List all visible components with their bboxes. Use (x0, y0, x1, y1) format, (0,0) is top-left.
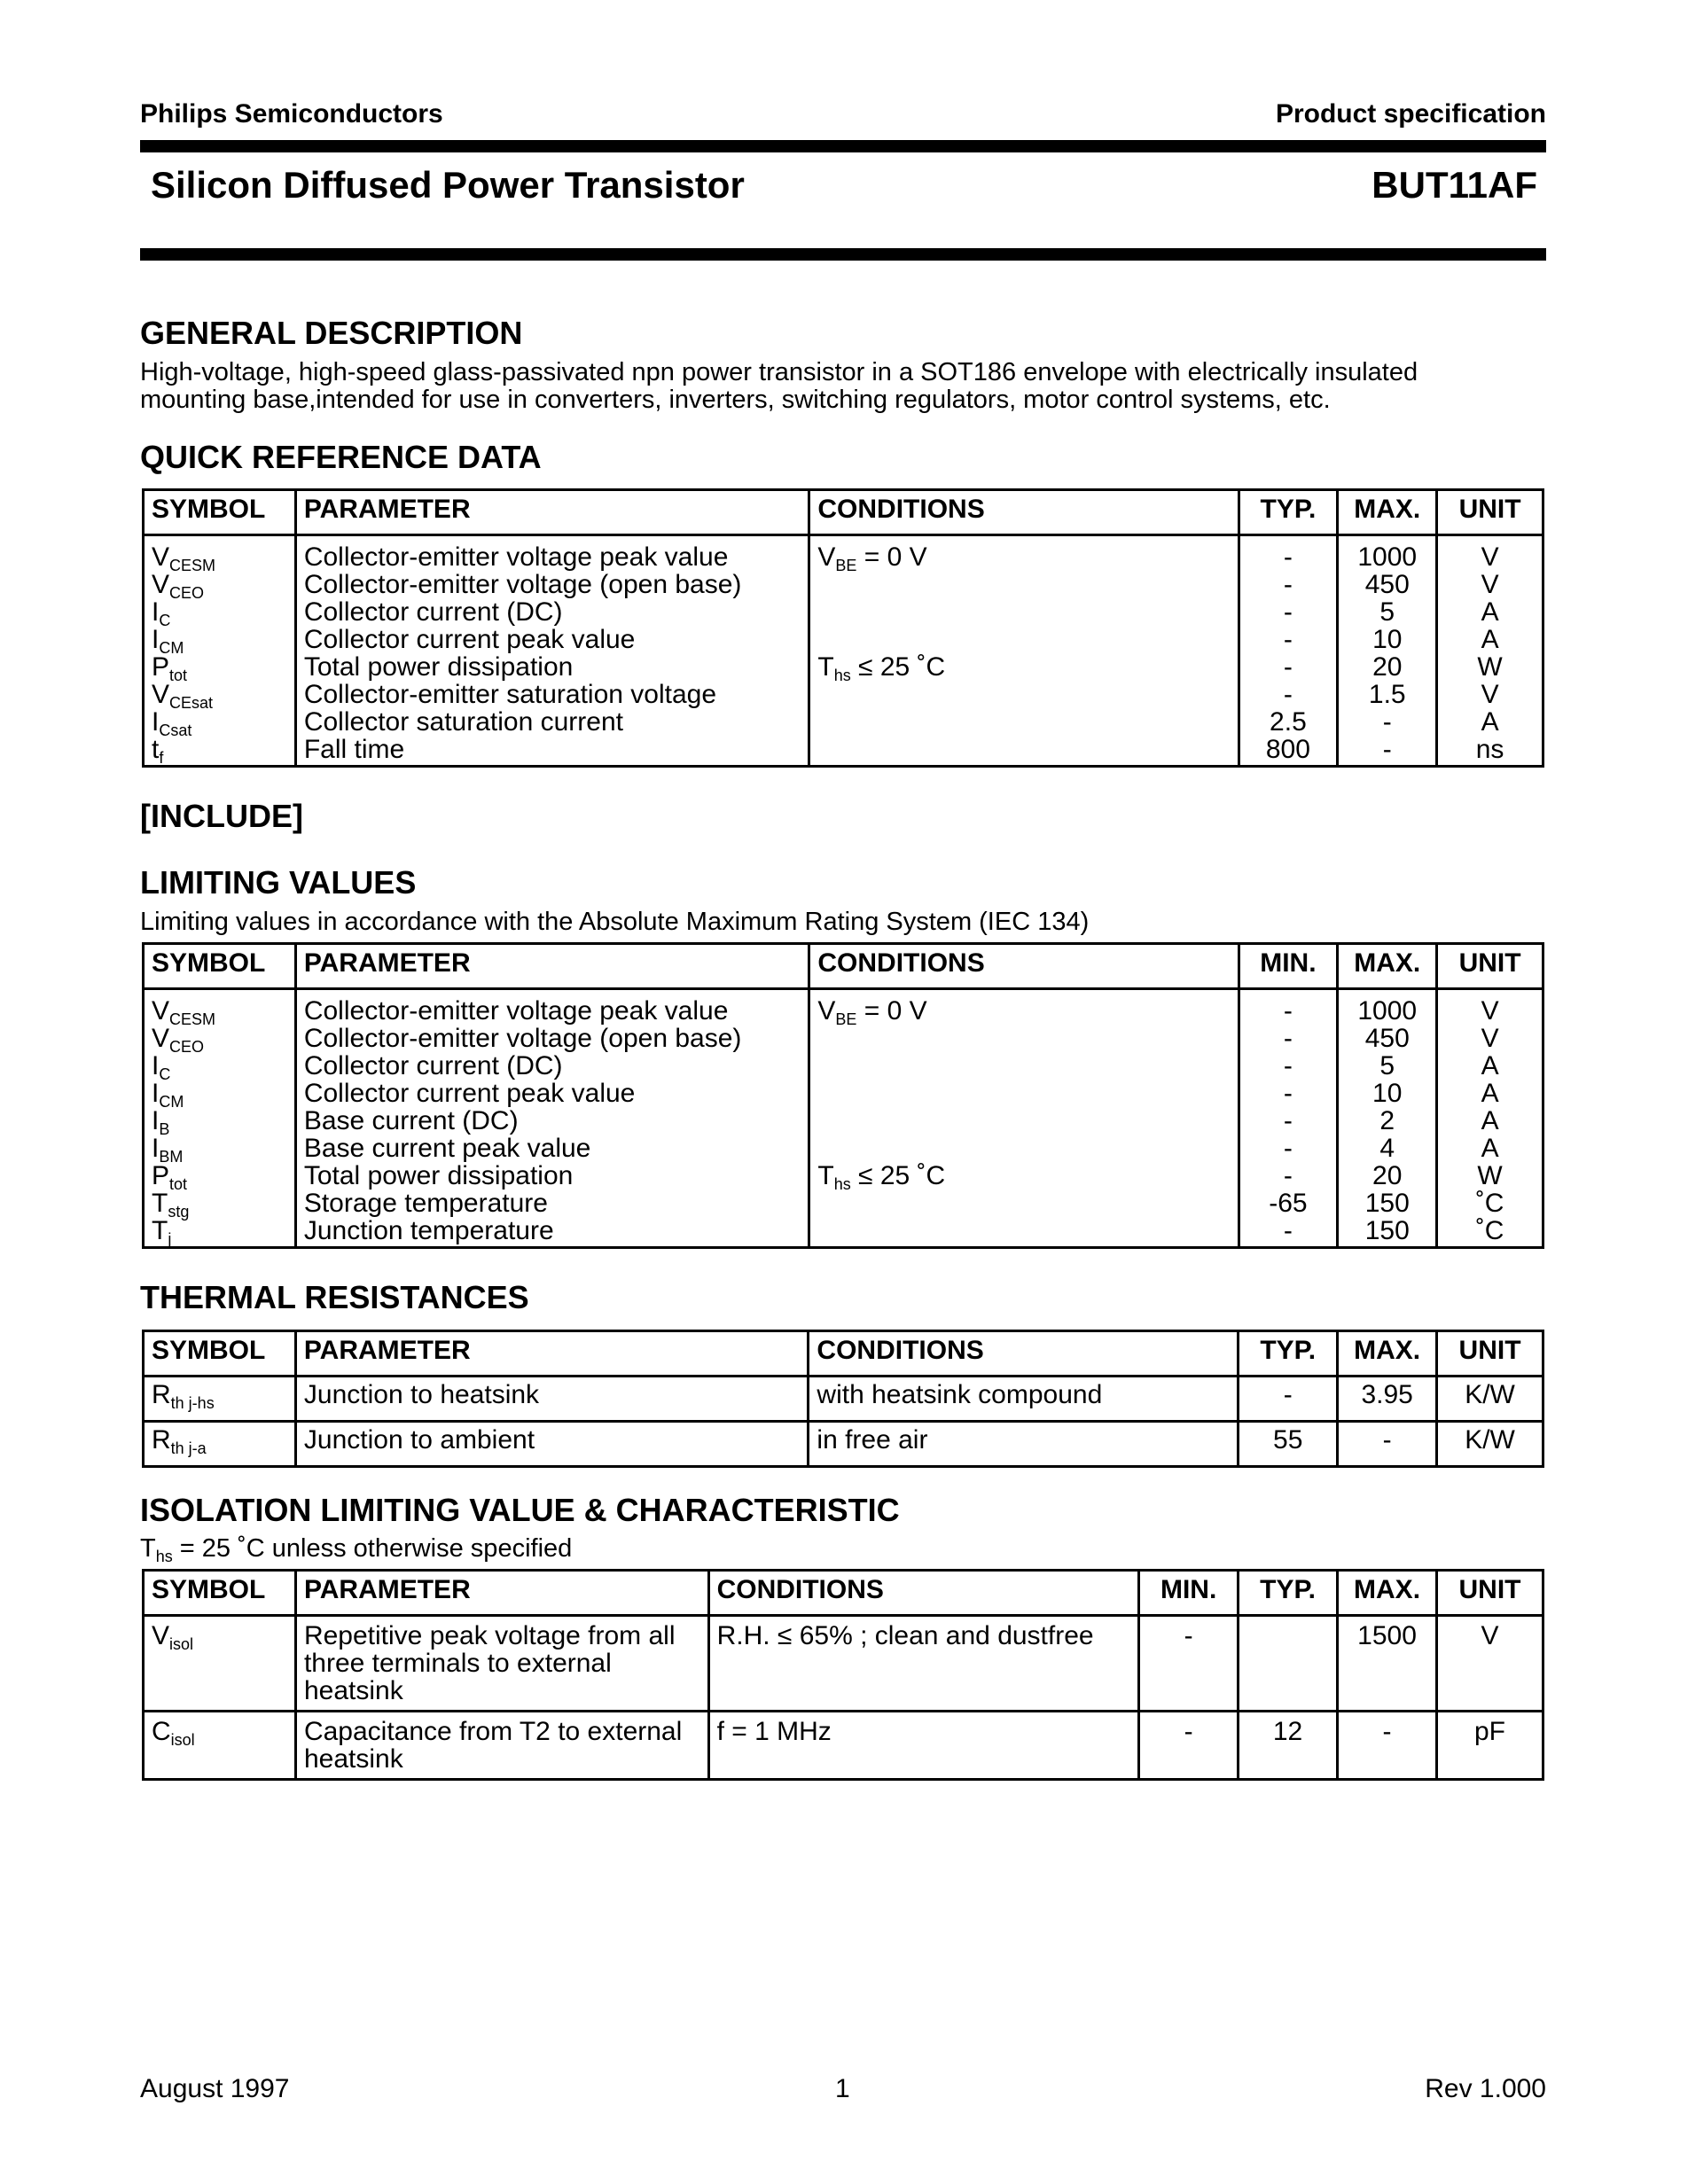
parameter-cell: Junction to ambient (295, 1422, 809, 1467)
min-cell: - (1139, 1616, 1239, 1712)
symbol-subscript: tot (169, 667, 188, 684)
condition-line (817, 652, 1230, 684)
symbol-subscript: CESM (169, 1010, 216, 1028)
parameter-line: Collector-emitter saturation voltage (303, 680, 717, 709)
symbol-base: I (152, 1051, 160, 1080)
col-conditions: CONDITIONS (708, 1571, 1139, 1616)
col-unit: UNIT (1437, 944, 1543, 989)
table-header-row (144, 1331, 1543, 1377)
value-line: -65 (1269, 1189, 1308, 1218)
value-line: 2.5 (1270, 707, 1307, 737)
col-parameter: PARAMETER (295, 1571, 708, 1616)
symbol-base: V (152, 1024, 170, 1053)
max-line: 5 (1379, 597, 1395, 627)
conditions-cell: f = 1 MHz (708, 1712, 1139, 1780)
typ-cell: - (1239, 1377, 1338, 1422)
isolation-subtitle-subscript: hs (155, 1548, 173, 1565)
parameter-line: Total power dissipation (303, 652, 574, 682)
conditions-cell (809, 989, 1239, 1248)
part-number: BUT11AF (1372, 164, 1537, 206)
col-max: MAX. (1338, 944, 1437, 989)
parameter-line: Collector current (DC) (303, 1051, 563, 1080)
col-conditions: CONDITIONS (809, 944, 1239, 989)
unit-line: W (1477, 652, 1503, 682)
symbol-line (152, 735, 287, 767)
symbol-base: R (152, 1380, 171, 1409)
limiting-values-subtitle: Limiting values in accordance with the Absolute Maximum Rating System (IEC 134) (140, 908, 1090, 936)
symbol-base: I (152, 707, 160, 737)
col-max: MAX. (1338, 490, 1437, 535)
unit-line: A (1481, 1134, 1499, 1163)
unit-cell: pF (1437, 1712, 1543, 1780)
symbol-base: R (152, 1425, 171, 1455)
condition-line (817, 1161, 1230, 1193)
symbol-line (152, 1079, 287, 1111)
header-rule-bottom (140, 248, 1546, 261)
unit-line: A (1481, 625, 1499, 654)
condition-line (817, 996, 1230, 1028)
value-line: - (1283, 1106, 1293, 1135)
symbol-line (152, 652, 287, 684)
symbol-base: t (152, 735, 160, 764)
col-parameter: PARAMETER (295, 490, 809, 535)
symbol-line (152, 542, 287, 574)
max-line: 4 (1379, 1134, 1395, 1163)
symbol-line (152, 1106, 287, 1138)
symbol-subscript: Csat (159, 722, 192, 739)
symbol-line (152, 570, 287, 602)
parameter-line: Storage temperature (303, 1189, 548, 1218)
symbol-line (152, 1051, 287, 1083)
table-row (144, 1377, 1543, 1422)
symbol-subscript: CEO (169, 1038, 205, 1056)
col-typ: TYP. (1239, 490, 1338, 535)
max-cell (1338, 989, 1437, 1248)
value-line: - (1283, 1161, 1293, 1190)
document-type: Product specification (1275, 99, 1546, 129)
value-line: - (1283, 1079, 1293, 1108)
table-row (144, 1712, 1543, 1780)
condition-line (817, 736, 1230, 763)
max-line: 10 (1372, 625, 1403, 654)
parameter-line: Collector current (DC) (303, 597, 563, 627)
condition-value: ≤ 25 ˚C (850, 652, 946, 682)
symbol-subscript: BM (159, 1148, 184, 1166)
table-row (144, 1616, 1543, 1712)
table-row (144, 989, 1543, 1248)
condition-line (817, 1080, 1230, 1107)
max-line: 1000 (1357, 996, 1418, 1026)
max-cell: 1500 (1338, 1616, 1437, 1712)
parameter-cell: Capacitance from T2 to external heatsink (295, 1712, 708, 1780)
condition-subscript: hs (833, 1175, 851, 1193)
symbol-base: P (152, 652, 170, 682)
unit-line: A (1481, 707, 1499, 737)
symbol-base: V (152, 542, 170, 572)
max-cell: - (1338, 1422, 1437, 1467)
typ-cell: 12 (1239, 1712, 1338, 1780)
value-line: - (1283, 570, 1293, 599)
col-unit: UNIT (1437, 1571, 1543, 1616)
table-row (144, 1422, 1543, 1467)
parameter-line: Total power dissipation (303, 1161, 574, 1190)
max-line: 2 (1379, 1106, 1395, 1135)
unit-cell (1437, 989, 1543, 1248)
col-conditions: CONDITIONS (809, 490, 1239, 535)
value-line: - (1283, 1134, 1293, 1163)
quick-reference-table (142, 488, 1544, 768)
condition-line (817, 1135, 1230, 1162)
condition-line (817, 1052, 1230, 1080)
parameter-cell: Junction to heatsink (295, 1377, 809, 1422)
symbol-base: I (152, 1079, 160, 1108)
parameter-line: Collector-emitter voltage (open base) (303, 1024, 742, 1053)
unit-cell: K/W (1437, 1422, 1543, 1467)
typ-cell (1239, 1616, 1338, 1712)
symbol-base: I (152, 597, 160, 627)
value-line: 800 (1265, 735, 1310, 764)
symbol-base: T (152, 1189, 168, 1218)
parameter-line: Collector-emitter voltage peak value (303, 996, 729, 1026)
max-line: 20 (1372, 1161, 1403, 1190)
unit-line: A (1481, 1079, 1499, 1108)
limiting-values-heading: LIMITING VALUES (140, 864, 417, 901)
col-conditions: CONDITIONS (809, 1331, 1239, 1377)
col-typ: TYP. (1239, 1331, 1338, 1377)
max-cell: - (1338, 1712, 1437, 1780)
col-symbol: SYMBOL (144, 1331, 296, 1377)
unit-line: A (1481, 1106, 1499, 1135)
value-line: - (1283, 597, 1293, 627)
condition-line (817, 1025, 1230, 1052)
symbol-base: I (152, 1106, 160, 1135)
company-name: Philips Semiconductors (140, 99, 443, 129)
symbol-subscript: CM (159, 639, 184, 657)
conditions-cell: in free air (809, 1422, 1239, 1467)
max-line: 5 (1379, 1051, 1395, 1080)
max-line: 150 (1364, 1216, 1410, 1245)
condition-value: ≤ 25 ˚C (850, 1161, 946, 1190)
unit-cell: K/W (1437, 1377, 1543, 1422)
symbol-subscript: CEO (169, 584, 205, 602)
max-line: - (1382, 735, 1392, 764)
col-symbol: SYMBOL (144, 490, 296, 535)
col-parameter: PARAMETER (295, 1331, 809, 1377)
condition-symbol: V (817, 542, 836, 572)
symbol-subscript: j (168, 1230, 172, 1248)
symbol-line (152, 625, 287, 657)
isolation-subtitle-symbol: T (140, 1534, 156, 1563)
value-line: - (1283, 996, 1293, 1026)
col-typ: TYP. (1239, 1571, 1338, 1616)
symbol-subscript: CEsat (169, 694, 214, 712)
isolation-subtitle (140, 1535, 1559, 1563)
symbol-cell (144, 1616, 296, 1712)
symbol-cell (144, 535, 296, 767)
symbol-subscript: f (159, 749, 164, 767)
value-line: - (1283, 625, 1293, 654)
condition-line (817, 626, 1230, 653)
conditions-cell: with heatsink compound (809, 1377, 1239, 1422)
symbol-line (152, 707, 287, 739)
footer-revision: Rev 1.000 (1425, 2074, 1546, 2103)
footer-page-number: 1 (835, 2074, 850, 2103)
col-symbol: SYMBOL (144, 944, 296, 989)
symbol-subscript: C (159, 1065, 171, 1083)
symbol-subscript: CESM (169, 557, 216, 574)
parameter-cell: Repetitive peak voltage from all three terminals to external heatsink (295, 1616, 708, 1712)
parameter-line: Base current peak value (303, 1134, 591, 1163)
document-title: Silicon Diffused Power Transistor (151, 164, 745, 206)
symbol-line (152, 1024, 287, 1056)
footer-date: August 1997 (140, 2074, 290, 2103)
thermal-resistances-heading: THERMAL RESISTANCES (140, 1279, 529, 1315)
col-parameter: PARAMETER (295, 944, 809, 989)
max-line: - (1382, 707, 1392, 737)
general-description-heading: GENERAL DESCRIPTION (140, 315, 523, 351)
symbol-line (152, 1161, 287, 1193)
symbol-line (152, 597, 287, 629)
symbol-base: V (152, 1621, 170, 1650)
symbol-base: P (152, 1161, 170, 1190)
col-unit: UNIT (1437, 1331, 1543, 1377)
symbol-base: I (152, 1134, 160, 1163)
symbol-base: C (152, 1717, 171, 1746)
max-line: 450 (1364, 1024, 1410, 1053)
value-line: - (1283, 1024, 1293, 1053)
symbol-subscript: isol (169, 1635, 194, 1653)
condition-symbol: T (817, 652, 834, 682)
symbol-line (152, 1189, 287, 1221)
min-cell (1239, 989, 1338, 1248)
condition-line (817, 598, 1230, 626)
col-unit: UNIT (1437, 490, 1543, 535)
symbol-base: V (152, 680, 170, 709)
parameter-cell (295, 535, 809, 767)
isolation-heading: ISOLATION LIMITING VALUE & CHARACTERISTIC (140, 1492, 900, 1528)
condition-line (817, 1217, 1230, 1244)
col-max: MAX. (1338, 1331, 1437, 1377)
min-cell: - (1139, 1712, 1239, 1780)
table-header-row (144, 944, 1543, 989)
unit-line: ˚C (1475, 1216, 1504, 1245)
table-header-row (144, 1571, 1543, 1616)
symbol-subscript: th j-a (170, 1439, 207, 1457)
parameter-line: Collector-emitter voltage peak value (303, 542, 729, 572)
unit-line: V (1481, 680, 1499, 709)
table-header-row (144, 490, 1543, 535)
symbol-cell (144, 1712, 296, 1780)
unit-line: W (1477, 1161, 1503, 1190)
value-line: - (1283, 1051, 1293, 1080)
unit-line: V (1481, 996, 1499, 1026)
symbol-cell (144, 989, 296, 1248)
symbol-line (152, 1134, 287, 1166)
unit-line: ns (1475, 735, 1504, 764)
condition-line (817, 1190, 1230, 1217)
isolation-subtitle-text: = 25 ˚C unless otherwise specified (172, 1534, 573, 1563)
header-rule-top (140, 140, 1546, 152)
table-row (144, 535, 1543, 767)
symbol-subscript: stg (168, 1203, 190, 1221)
include-heading: [INCLUDE] (140, 798, 303, 834)
parameter-line: Collector current peak value (303, 1079, 636, 1108)
condition-subscript: BE (835, 557, 857, 574)
quick-reference-heading: QUICK REFERENCE DATA (140, 439, 542, 475)
symbol-subscript: CM (159, 1093, 184, 1111)
condition-subscript: BE (835, 1010, 857, 1028)
parameter-line: Base current (DC) (303, 1106, 519, 1135)
thermal-resistances-table (142, 1330, 1544, 1468)
symbol-base: T (152, 1216, 168, 1245)
max-cell: 3.95 (1338, 1377, 1437, 1422)
typ-cell: 55 (1239, 1422, 1338, 1467)
value-line: - (1283, 680, 1293, 709)
max-line: 1.5 (1368, 680, 1406, 709)
unit-line: A (1481, 1051, 1499, 1080)
conditions-cell: R.H. ≤ 65% ; clean and dustfree (708, 1616, 1139, 1712)
condition-symbol: T (817, 1161, 834, 1190)
unit-cell: V (1437, 1616, 1543, 1712)
conditions-cell (809, 535, 1239, 767)
value-line: - (1283, 652, 1293, 682)
parameter-line: Fall time (303, 735, 405, 764)
condition-line (817, 571, 1230, 598)
symbol-subscript: th j-hs (170, 1394, 215, 1412)
symbol-base: I (152, 625, 160, 654)
symbol-line (152, 996, 287, 1028)
col-min: MIN. (1139, 1571, 1239, 1616)
limiting-values-table (142, 942, 1544, 1249)
col-symbol: SYMBOL (144, 1571, 296, 1616)
condition-value: = 0 V (856, 542, 927, 572)
condition-line (817, 681, 1230, 708)
symbol-line (152, 680, 287, 712)
max-line: 20 (1372, 652, 1403, 682)
value-line: - (1283, 1216, 1293, 1245)
symbol-line (152, 1216, 287, 1248)
general-description-text (140, 359, 1559, 414)
symbol-subscript: B (159, 1120, 170, 1138)
condition-line (817, 1107, 1230, 1135)
parameter-line: Collector saturation current (303, 707, 623, 737)
condition-subscript: hs (833, 667, 851, 684)
unit-cell (1437, 535, 1543, 767)
general-description-line: High-voltage, high-speed glass-passivated npn power transistor in a SOT186 envelope with electrically insulated (140, 358, 1418, 386)
unit-line: V (1481, 570, 1499, 599)
general-description-line: mounting base,intended for use in converters, inverters, switching regulators, motor control systems, etc. (140, 386, 1331, 414)
symbol-cell (144, 1377, 296, 1422)
max-line: 10 (1372, 1079, 1403, 1108)
max-line: 150 (1364, 1189, 1410, 1218)
condition-line (817, 542, 1230, 574)
unit-line: V (1481, 1024, 1499, 1053)
symbol-cell (144, 1422, 296, 1467)
symbol-subscript: tot (169, 1175, 188, 1193)
unit-line: V (1481, 542, 1499, 572)
typ-cell (1239, 535, 1338, 767)
symbol-subscript: C (159, 612, 171, 629)
condition-symbol: V (817, 996, 836, 1026)
condition-line (817, 708, 1230, 736)
col-min: MIN. (1239, 944, 1338, 989)
max-cell (1338, 535, 1437, 767)
isolation-table (142, 1569, 1544, 1781)
symbol-base: V (152, 996, 170, 1026)
parameter-line: Collector-emitter voltage (open base) (303, 570, 742, 599)
max-line: 450 (1364, 570, 1410, 599)
parameter-cell (295, 989, 809, 1248)
unit-line: ˚C (1475, 1189, 1504, 1218)
max-line: 1000 (1357, 542, 1418, 572)
parameter-line: Junction temperature (303, 1216, 554, 1245)
col-max: MAX. (1338, 1571, 1437, 1616)
condition-value: = 0 V (856, 996, 927, 1026)
unit-line: A (1481, 597, 1499, 627)
symbol-subscript: isol (170, 1731, 195, 1749)
parameter-line: Collector current peak value (303, 625, 636, 654)
symbol-base: V (152, 570, 170, 599)
value-line: - (1283, 542, 1293, 572)
